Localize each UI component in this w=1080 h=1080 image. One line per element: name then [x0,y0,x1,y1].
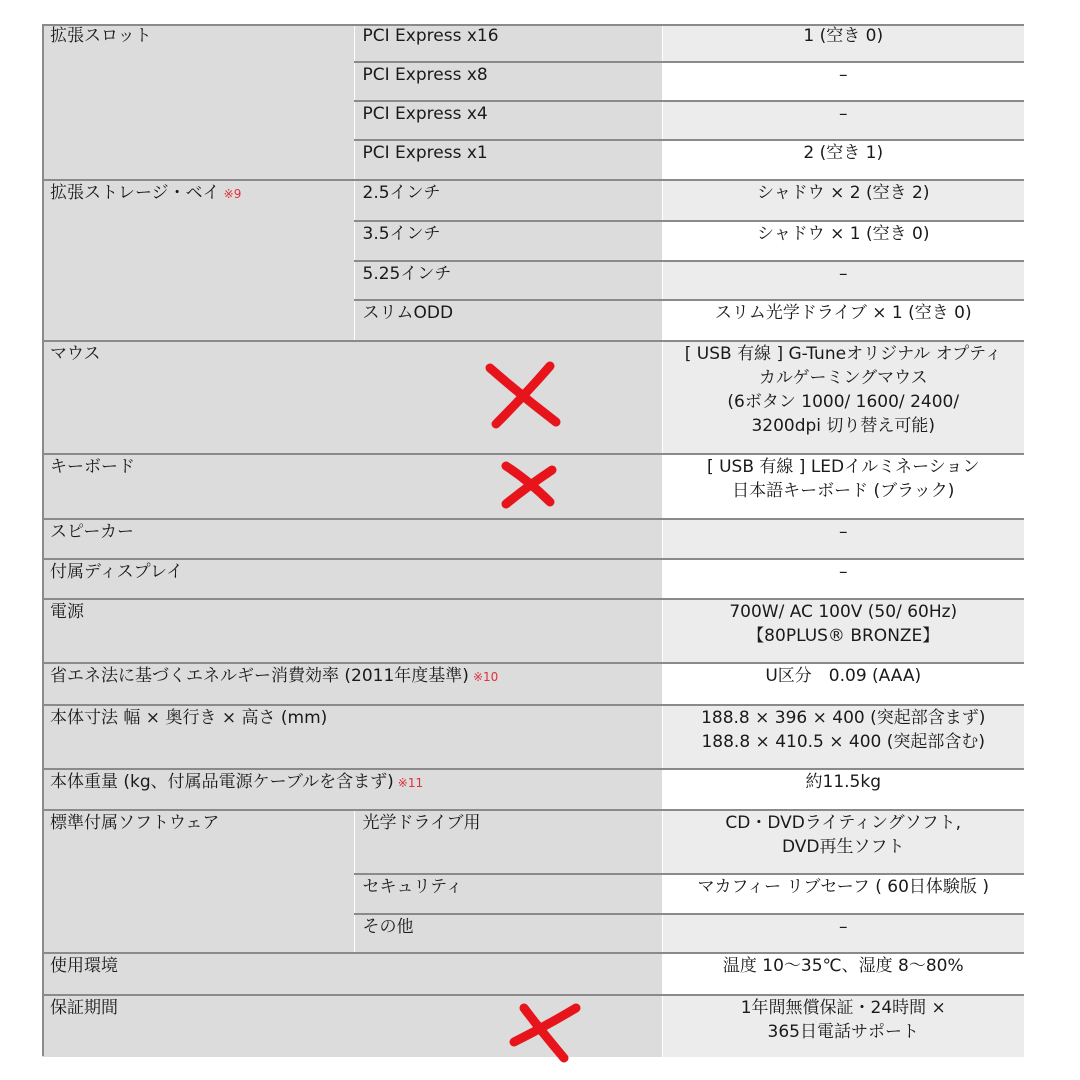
sub-label: 5.25インチ [354,261,662,300]
cell-value: 2 (空き 1) [662,140,1024,180]
row-label-dimensions: 本体寸法 幅 × 奥行き × 高さ (mm) [42,705,662,769]
value-line: (6ボタン 1000/ 1600/ 2400/ [727,392,960,412]
cell-value: – [662,559,1024,599]
cell-value: シャドウ × 2 (空き 2) [662,180,1024,221]
sub-label: 2.5インチ [354,180,662,221]
row-label-mouse: マウス [42,341,662,454]
cell-value: – [662,519,1024,559]
cell-value: – [662,261,1024,300]
sub-label: 光学ドライブ用 [354,810,662,874]
value-line: 1年間無償保証・24時間 × [740,998,946,1018]
value-line: 3200dpi 切り替え可能) [751,416,936,436]
table-row [42,769,1024,810]
value-line: 【80PLUS® BRONZE】 [747,626,940,646]
sub-label: PCI Express x4 [354,101,662,140]
cell-value [662,454,1024,519]
value-line: 188.8 × 396 × 400 (突起部含まず) [701,708,986,728]
value-line: DVD再生ソフト [781,837,905,857]
spec-table-container [42,24,1024,1057]
cell-value [662,995,1024,1057]
value-line: カルゲーミングマウス [758,368,928,388]
sub-label: セキュリティ [354,874,662,914]
cell-value [662,705,1024,769]
value-line: 188.8 × 410.5 × 400 (突起部含む) [701,732,986,752]
table-top-border [42,24,1024,26]
cell-value [662,810,1024,874]
sub-label: その他 [354,914,662,953]
row-label-energy-efficiency: 省エネ法に基づくエネルギー消費効率 (2011年度基準) ※10 [42,663,662,705]
sub-label: スリムODD [354,300,662,341]
row-label-display: 付属ディスプレイ [42,559,662,599]
warranty-x-mark [506,996,582,1066]
table-row [42,705,1024,769]
value-line: [ USB 有線 ] LEDイルミネーション [707,457,980,477]
cell-value: マカフィー リブセーフ ( 60日体験版 ) [662,874,1024,914]
row-label-warranty: 保証期間 [42,995,662,1057]
row-label-storage-bay: 拡張ストレージ・ベイ ※9 [42,180,354,341]
value-line: 365日電話サポート [767,1022,919,1042]
sub-label: 3.5インチ [354,221,662,261]
cell-value [662,341,1024,454]
row-label-weight: 本体重量 (kg、付属品電源ケーブルを含まず) ※11 [42,769,662,810]
footnote-mark: ※10 [472,670,499,684]
cell-value: 約11.5kg [662,769,1024,810]
table-row [42,180,1024,221]
cell-value: – [662,101,1024,140]
spec-table [42,24,1024,1057]
sub-label: PCI Express x16 [354,24,662,62]
row-label-speaker: スピーカー [42,519,662,559]
cell-value: スリム光学ドライブ × 1 (空き 0) [662,300,1024,341]
sub-label: PCI Express x1 [354,140,662,180]
row-label-keyboard: キーボード [42,454,662,519]
cell-value: シャドウ × 1 (空き 0) [662,221,1024,261]
value-line: [ USB 有線 ] G-Tuneオリジナル オプティ [684,344,1002,364]
cell-value: – [662,914,1024,953]
cell-value: U区分 0.09 (AAA) [662,663,1024,705]
cell-value: 1 (空き 0) [662,24,1024,62]
value-line: 700W/ AC 100V (50/ 60Hz) [729,602,958,622]
table-row [42,663,1024,705]
table-row [42,953,1024,995]
table-row [42,559,1024,599]
row-label-software: 標準付属ソフトウェア [42,810,354,953]
row-label-environment: 使用環境 [42,953,662,995]
table-row [42,24,1024,62]
row-label-expansion-slot: 拡張スロット [42,24,354,180]
value-line: 日本語キーボード (ブラック) [732,481,955,501]
cell-value: – [662,62,1024,101]
footnote-mark: ※9 [223,187,242,201]
keyboard-x-mark [498,458,558,512]
table-left-border [42,24,44,1056]
table-row [42,810,1024,874]
mouse-x-mark [484,358,564,430]
footnote-mark: ※11 [397,776,424,790]
row-label-power: 電源 [42,599,662,663]
sub-label: PCI Express x8 [354,62,662,101]
table-row [42,599,1024,663]
cell-value: 温度 10～35℃、湿度 8～80% [662,953,1024,995]
table-row [42,519,1024,559]
value-line: CD・DVDライティングソフト, [725,813,962,833]
cell-value [662,599,1024,663]
